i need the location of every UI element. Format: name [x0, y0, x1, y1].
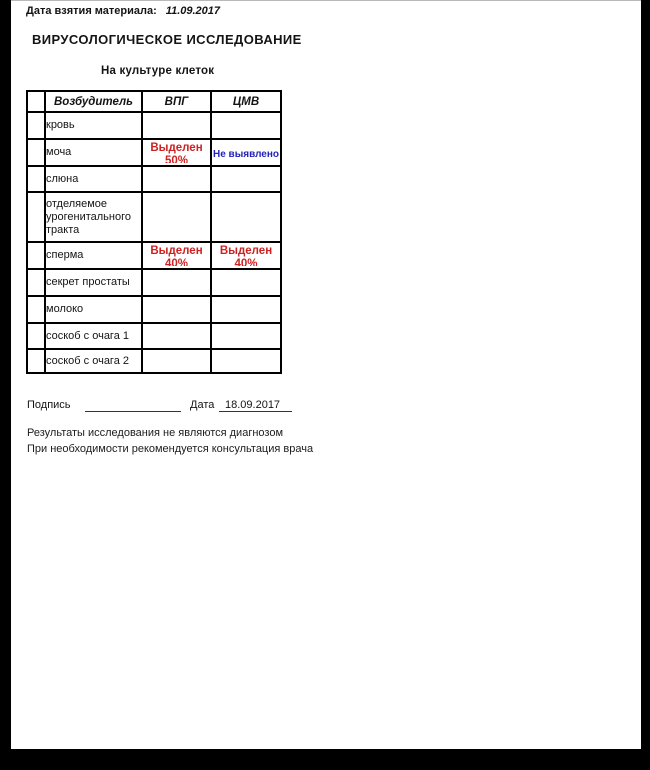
material-cell: молоко [45, 296, 142, 323]
vpg-result-cell [142, 192, 211, 242]
cmv-result-cell [211, 139, 281, 166]
page-subtitle: На культуре клеток [101, 65, 215, 77]
material-cell: секрет простаты [45, 269, 142, 296]
table-row [27, 166, 281, 192]
vpg-result-cell [142, 242, 211, 269]
material-cell: моча [45, 139, 142, 166]
vpg-result-cell [142, 296, 211, 323]
cmv-result-cell [211, 323, 281, 349]
sample-date-label: Дата взятия материала: [26, 5, 157, 17]
index-cell [27, 192, 45, 242]
table-row [27, 349, 281, 373]
table-header-row [27, 91, 281, 112]
table-row [27, 323, 281, 349]
material-cell: кровь [45, 112, 142, 139]
vpg-result-cell [142, 349, 211, 373]
material-cell: соскоб с очага 1 [45, 323, 142, 349]
cmv-result-cell [211, 269, 281, 296]
disclaimer-line-2: При необходимости рекомендуется консультация врача [27, 443, 314, 455]
cmv-result-cell [211, 192, 281, 242]
cmv-result-cell [211, 112, 281, 139]
material-cell: слюна [45, 166, 142, 192]
vpg-result-cell [142, 166, 211, 192]
sample-date-line [26, 5, 220, 17]
report-date-label: Дата [190, 399, 215, 411]
table-row [27, 296, 281, 323]
index-cell [27, 349, 45, 373]
material-cell: соскоб с очага 2 [45, 349, 142, 373]
index-cell [27, 296, 45, 323]
report-date-value: 18.09.2017 [219, 399, 292, 412]
table-row [27, 269, 281, 296]
vpg-result-positive: Выделен 50% [150, 142, 203, 163]
cmv-result-positive: Выделен 40% [219, 245, 273, 266]
table-row [27, 242, 281, 269]
index-cell [27, 323, 45, 349]
disclaimer-line-1: Результаты исследования не являются диагнозом [27, 427, 284, 439]
cmv-result-cell [211, 242, 281, 269]
index-cell [27, 242, 45, 269]
header-cell-material: Возбудитель [45, 91, 142, 112]
vpg-result-cell [142, 269, 211, 296]
header-cell-index [27, 91, 45, 112]
vpg-result-cell [142, 323, 211, 349]
material-cell: сперма [45, 242, 142, 269]
table-row [27, 192, 281, 242]
header-cell-cmv: ЦМВ [211, 91, 281, 112]
index-cell [27, 112, 45, 139]
index-cell [27, 139, 45, 166]
cmv-result-negative: Не выявлено [212, 148, 280, 160]
material-cell: отделяемое урогенитального тракта [45, 192, 142, 242]
table-row [27, 112, 281, 139]
index-cell [27, 269, 45, 296]
signature-blank-line [85, 399, 181, 412]
signature-label: Подпись [27, 399, 71, 411]
vpg-result-positive: Выделен 40% [150, 245, 203, 266]
table-row [27, 139, 281, 166]
vpg-result-cell [142, 112, 211, 139]
vpg-result-cell [142, 139, 211, 166]
sample-date-value: 11.09.2017 [165, 5, 221, 17]
report-page [11, 0, 641, 749]
cmv-result-cell [211, 349, 281, 373]
index-cell [27, 166, 45, 192]
results-table [26, 90, 282, 374]
cmv-result-cell [211, 166, 281, 192]
cmv-result-cell [211, 296, 281, 323]
header-cell-vpg: ВПГ [142, 91, 211, 112]
disclaimer-block [27, 425, 313, 457]
page-title: ВИРУСОЛОГИЧЕСКОЕ ИССЛЕДОВАНИЕ [32, 32, 302, 47]
